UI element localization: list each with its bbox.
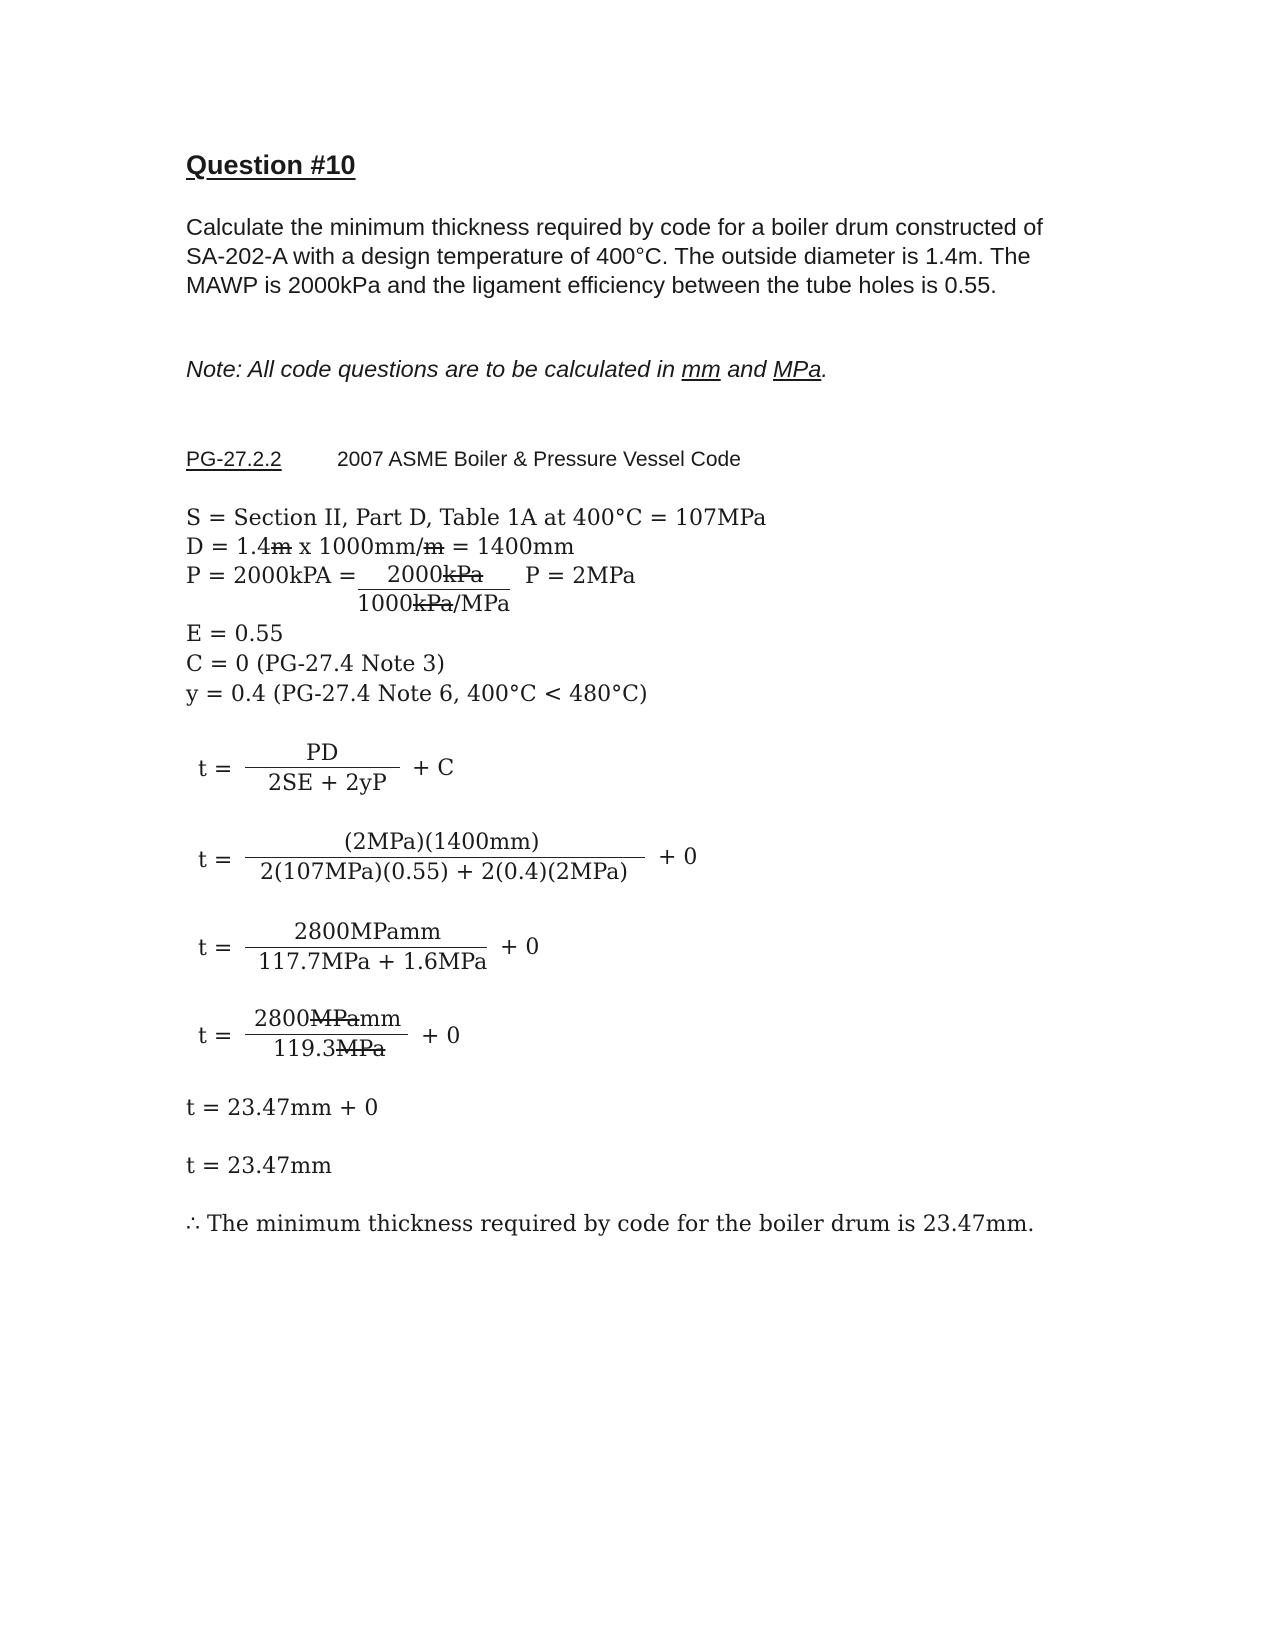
step1-denominator: 2SE + 2yP	[268, 771, 387, 796]
given-p-fraction-bar	[358, 589, 510, 590]
given-p-left: P = 2000kPA =	[186, 564, 357, 589]
given-p-numerator	[387, 563, 483, 588]
given-p-den-c: /MPa	[453, 592, 511, 617]
given-d-m1: m	[271, 535, 292, 560]
step2-fraction-bar	[245, 857, 645, 858]
step1-lhs: t =	[198, 757, 233, 782]
code-name: 2007 ASME Boiler & Pressure Vessel Code	[337, 448, 741, 471]
note-unit-mm: mm	[681, 356, 721, 382]
step4-den-a: 119.3	[273, 1037, 336, 1062]
given-p-den-a: 1000	[357, 592, 413, 617]
conclusion: ∴ The minimum thickness required by code for the boiler drum is 23.47mm.	[186, 1212, 1035, 1237]
given-d	[186, 535, 574, 560]
given-e: E = 0.55	[186, 622, 284, 647]
given-d-b: x 1000mm/	[291, 535, 424, 560]
step1-fraction-bar	[245, 767, 400, 768]
step1-numerator: PD	[306, 741, 339, 766]
step4-num-b: MPa	[310, 1007, 360, 1032]
note	[186, 356, 828, 383]
given-p-num-b: kPa	[443, 563, 484, 588]
given-p-den-b: kPa	[413, 592, 454, 617]
step4-denominator	[273, 1037, 385, 1062]
given-p-result: P = 2MPa	[525, 564, 636, 589]
step2-plus-term: + 0	[658, 845, 698, 870]
step3-fraction-bar	[245, 947, 487, 948]
step3-plus-term: + 0	[500, 935, 540, 960]
given-s: S = Section II, Part D, Table 1A at 400°C = 107MPa	[186, 506, 767, 531]
code-section-ref: PG-27.2.2	[186, 448, 282, 471]
step2-denominator: 2(107MPa)(0.55) + 2(0.4)(2MPa)	[260, 860, 628, 885]
result-line-2: t = 23.47mm	[186, 1154, 332, 1179]
given-p-num-a: 2000	[387, 563, 443, 588]
note-prefix: Note: All code questions are to be calculated in	[186, 356, 682, 382]
step3-denominator: 117.7MPa + 1.6MPa	[258, 950, 488, 975]
given-c: C = 0 (PG-27.4 Note 3)	[186, 652, 445, 677]
question-title: Question #10	[186, 150, 356, 180]
step4-plus-term: + 0	[421, 1024, 461, 1049]
given-d-a: D = 1.4	[186, 535, 272, 560]
given-y: y = 0.4 (PG-27.4 Note 6, 400°C < 480°C)	[186, 682, 648, 707]
step3-lhs: t =	[198, 936, 233, 961]
given-d-c: = 1400mm	[444, 535, 575, 560]
step2-lhs: t =	[198, 848, 233, 873]
step4-lhs: t =	[198, 1024, 233, 1049]
step4-num-c: mm	[359, 1007, 402, 1032]
note-suffix: .	[821, 356, 828, 382]
step4-numerator	[254, 1007, 401, 1032]
note-mid: and	[720, 356, 773, 382]
step3-numerator: 2800MPamm	[294, 920, 442, 945]
step2-numerator: (2MPa)(1400mm)	[344, 830, 540, 855]
given-d-m2: m	[423, 535, 445, 560]
question-text: Calculate the minimum thickness required by code for a boiler drum constructed of SA-202-A with a design temperature of 400°C. The outside diameter is 1.4m. The MAWP is 2000kPa and the ligament efficiency between the tube holes is 0.55.	[186, 214, 1043, 298]
given-p-denominator	[357, 592, 510, 617]
note-unit-mpa: MPa	[772, 356, 822, 382]
step4-fraction-bar	[245, 1034, 408, 1035]
result-line-1: t = 23.47mm + 0	[186, 1096, 379, 1121]
step4-den-b: MPa	[335, 1037, 386, 1062]
step1-plus-term: + C	[412, 756, 455, 781]
step4-num-a: 2800	[254, 1007, 310, 1032]
